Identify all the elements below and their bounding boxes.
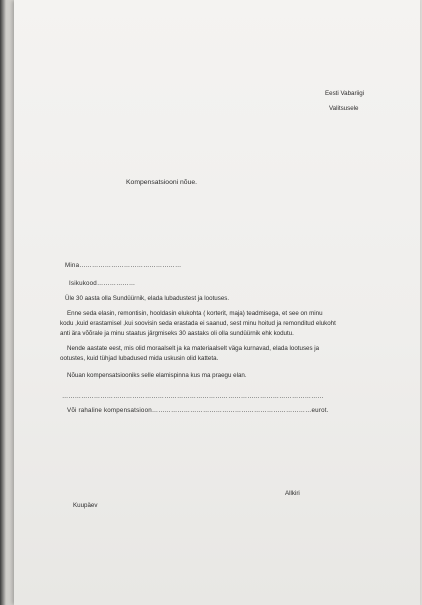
signature-label: Allkiri <box>285 490 300 497</box>
paragraph-3-line-1: Nende aastate eest, mis olid moraalselt ja ka materiaalselt väga kurnavad, elada lootuses ja <box>67 345 320 352</box>
document-title: Kompensatsiooni nõue. <box>126 179 198 186</box>
id-code-field: Isikukood……………… <box>69 280 136 287</box>
recipient-line-1: Eesti Vabariigi <box>325 90 365 97</box>
date-label: Kuupäev <box>73 502 98 509</box>
paragraph-2-line-3: anti ära võõrale ja minu staatus järgmiseks 30 aastaks oli olla sundüürnik ehk kodutu. <box>60 330 294 337</box>
paragraph-5: Või rahaline kompensatsioon…………………………………………………………………eurot. <box>67 407 329 414</box>
name-field: Mina………………………………………… <box>65 262 182 269</box>
paragraph-1: Üle 30 aasta olla Sundüürnik, elada lubadustest ja lootuses. <box>65 295 230 302</box>
blank-line: …………………………………………………………………………………………………………… <box>62 393 324 400</box>
paragraph-2-line-1: Enne seda elasin, remontisin, hooldasin elukohta ( korterit, maja) teadmisega, et see on minu <box>67 310 323 317</box>
document-page <box>14 0 420 605</box>
paragraph-2-line-2: kodu ,kuid erastamisel ,kui soovisin seda erastada ei saanud, sest minu hoitud ja remonditud elukoht <box>60 320 336 327</box>
paragraph-3-line-2: ootustes, kuid tühjad lubadused mida uskusin olid katteta. <box>60 355 219 362</box>
recipient-line-2: Valitsusele <box>329 105 359 112</box>
paragraph-4: Nõuan kompensatsiooniks selle elamispinna kus ma praegu elan. <box>67 372 247 379</box>
